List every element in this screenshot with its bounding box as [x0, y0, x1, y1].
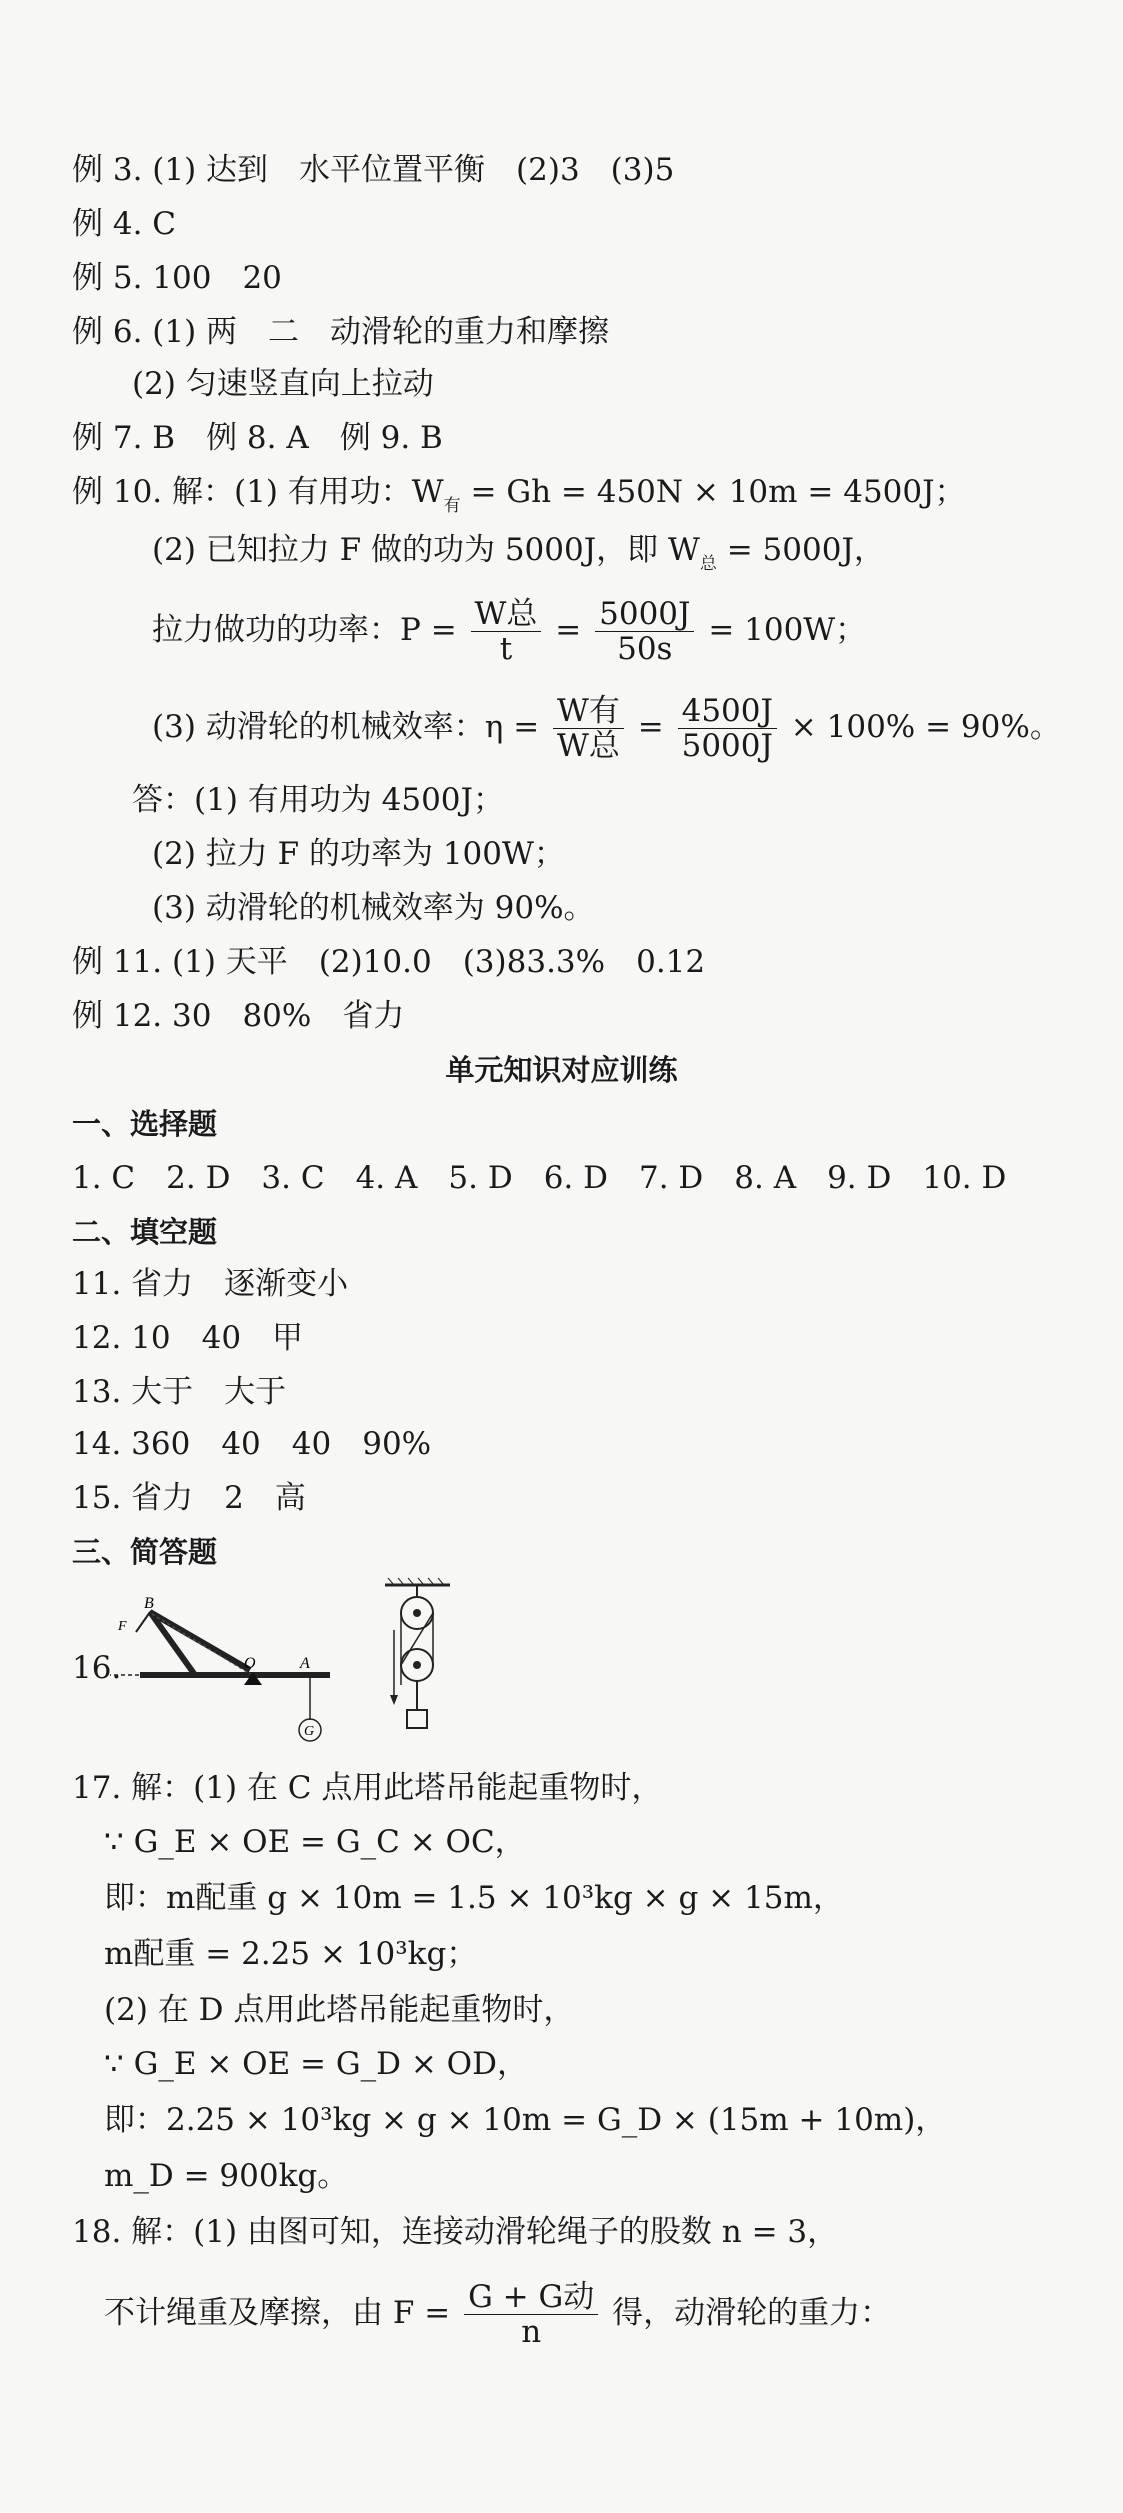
fill-answer-14: 14. 360 40 40 90%: [72, 1426, 432, 1462]
answer-ex6: 例 6. (1) 两 二 动滑轮的重力和摩擦: [72, 314, 610, 350]
question-16-number: 16.: [72, 1650, 122, 1686]
fraction: $\frac{\text{W总}}{t}$: [471, 597, 542, 666]
answer-ex7-9: 例 7. B 例 8. A 例 9. B: [72, 420, 443, 456]
answer-17-line8: m_D = 900kg。: [104, 2158, 349, 2194]
answer-17-line3: 即：m配重 g × 10m = 1.5 × 10³kg × g × 15m，: [104, 1880, 844, 1916]
fill-answer-13: 13. 大于 大于: [72, 1374, 287, 1410]
answer-ex3: 例 3. (1) 达到 水平位置平衡 (2)3 (3)5: [72, 152, 675, 188]
answer-ex10-line2: (2) 已知拉力 F 做的功为 5000J，即 $W_总 = 5000J$，: [152, 532, 885, 574]
fraction: $\frac{5000J}{50s}$: [595, 597, 694, 666]
choice-answers: 1. C 2. D 3. C 4. A 5. D 6. D 7. D 8. A 9. D 10. D: [72, 1160, 1007, 1196]
section-heading: 单元知识对应训练: [445, 1053, 678, 1087]
answer-ex11: 例 11. (1) 天平 (2)10.0 (3)83.3% 0.12: [72, 944, 706, 980]
answer-17-line6: ∵ G_E × OE = G_D × OD，: [104, 2046, 528, 2082]
answer-17-line1: 17. 解：(1) 在 C 点用此塔吊能起重物时，: [72, 1770, 663, 1806]
answer-17-line7: 即：2.25 × 10³kg × g × 10m = G_D × (15m + 10m)，: [104, 2102, 947, 2138]
answer-ex10-ans1: 答：(1) 有用功为 4500J；: [132, 782, 504, 818]
fill-answer-11: 11. 省力 逐渐变小: [72, 1266, 349, 1302]
fraction: $\frac{\text{G + G动}}{n}$: [464, 2280, 598, 2349]
answer-ex5: 例 5. 100 20: [72, 260, 282, 296]
answer-17-line4: m配重 = 2.25 × 10³kg；: [104, 1936, 478, 1972]
lever-diagram: [110, 1570, 350, 1750]
answer-ex10-power-formula: 拉力做功的功率：P = $\frac{\text{W总}}{t}$ = $\frac{5000J}{50s}$ = 100W；: [152, 596, 867, 667]
answer-ex12: 例 12. 30 80% 省力: [72, 998, 405, 1034]
fraction: $\frac{\text{W有}}{\text{W总}}$: [553, 694, 624, 763]
diagram-label-G: G: [304, 1724, 315, 1739]
answer-ex10-ans2: (2) 拉力 F 的功率为 100W；: [152, 836, 565, 872]
answer-ex10-efficiency-formula: (3) 动滑轮的机械效率：η = $\frac{\text{W有}}{\text{W总}}$ = $\frac{4500J}{5000J}$ × 100% = 90%。: [152, 693, 1061, 764]
answer-17-line2: ∵ G_E × OE = G_C × OC，: [104, 1824, 526, 1860]
section-choice-title: 一、选择题: [72, 1107, 218, 1141]
answer-17-line5: (2) 在 D 点用此塔吊能起重物时，: [104, 1992, 575, 2028]
fill-answer-15: 15. 省力 2 高: [72, 1480, 306, 1516]
section-short-answer-title: 三、简答题: [72, 1535, 218, 1569]
answer-18-line1: 18. 解：(1) 由图可知，连接动滑轮绳子的股数 n = 3，: [72, 2214, 839, 2250]
fill-answer-12: 12. 10 40 甲: [72, 1320, 304, 1356]
fraction: $\frac{4500J}{5000J}$: [678, 694, 777, 763]
section-fill-title: 二、填空题: [72, 1215, 218, 1249]
pulley-diagram: [370, 1575, 470, 1750]
answer-18-line2: 不计绳重及摩擦，由 F = $\frac{\text{G + G动}}{n}$ 得，动滑轮的重力：: [104, 2279, 892, 2350]
diagram-label-B: B: [144, 1595, 154, 1612]
diagram-label-F: F: [118, 1619, 127, 1634]
answer-ex10-line1: 例 10. 解：(1) 有用功：$W_有 = Gh = 450N \times 10m = 4500J$；: [72, 474, 966, 516]
answer-ex4: 例 4. C: [72, 206, 177, 242]
diagram-label-A: A: [300, 1655, 310, 1672]
diagram-label-O: O: [244, 1655, 256, 1672]
answer-ex6-part2: (2) 匀速竖直向上拉动: [132, 366, 434, 402]
answer-ex10-ans3: (3) 动滑轮的机械效率为 90%。: [152, 890, 595, 926]
